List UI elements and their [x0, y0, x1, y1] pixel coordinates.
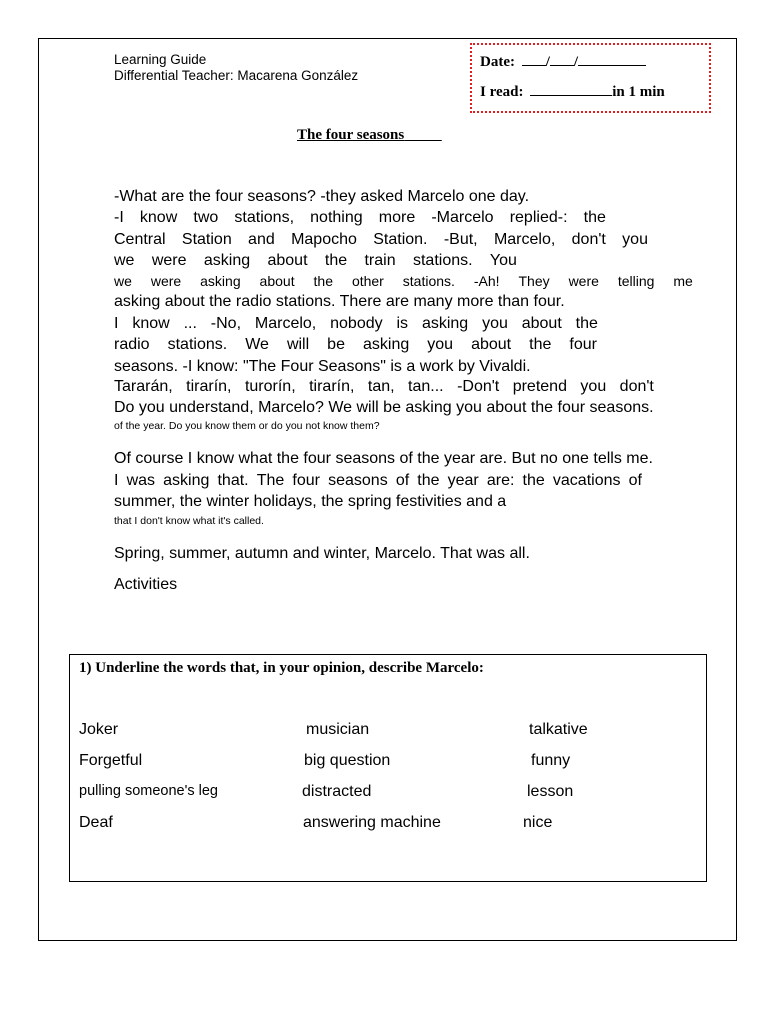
word-option[interactable]: nice [523, 814, 553, 831]
story-line: of the year. Do you know them or do you not know them? [114, 420, 380, 432]
word-option[interactable]: Forgetful [79, 752, 143, 769]
word-option[interactable]: big question [304, 752, 391, 769]
story-line: Do you understand, Marcelo? We will be asking you about the four seasons. [114, 399, 654, 416]
story-line: radio stations. We will be asking you about the four [114, 336, 597, 353]
read-suffix: in 1 min [612, 84, 665, 100]
date-day-blank[interactable] [522, 52, 546, 66]
teacher-label: Differential Teacher: Macarena González [114, 68, 359, 83]
story-line: I know ... -No, Marcelo, nobody is asking you about the [114, 315, 598, 332]
word-option[interactable]: musician [306, 721, 370, 738]
date-row [480, 52, 646, 71]
story-line: we were asking about the other stations. -Ah! They were telling me [114, 273, 693, 289]
story-line: Spring, summer, autumn and winter, Marcelo. That was all. [114, 545, 530, 562]
story-line: -What are the four seasons? -they asked Marcelo one day. [114, 188, 530, 205]
word-option[interactable]: talkative [529, 721, 588, 738]
story-line: Of course I know what the four seasons of the year are. But no one tells me. [114, 450, 653, 467]
activity-question: 1) Underline the words that, in your opinion, describe Marcelo: [79, 660, 484, 676]
date-label: Date: [480, 54, 515, 70]
date-year-blank[interactable] [578, 52, 646, 66]
date-month-blank[interactable] [550, 52, 574, 66]
page-title: The four seasons [297, 127, 405, 143]
word-option[interactable]: pulling someone's leg [79, 783, 218, 799]
story-line: Central Station and Mapocho Station. -But, Marcelo, don't you [114, 231, 648, 248]
word-option[interactable]: funny [531, 752, 571, 769]
read-row [480, 82, 665, 101]
word-option[interactable]: Deaf [79, 814, 113, 831]
read-label: I read: [480, 84, 524, 100]
story-line: I was asking that. The four seasons of the year are: the vacations of [114, 472, 642, 489]
guide-label: Learning Guide [114, 52, 207, 67]
date-box [470, 43, 711, 113]
story-line: asking about the radio stations. There are many more than four. [114, 293, 565, 310]
story-line: that I don't know what it's called. [114, 515, 264, 527]
date-separator: / [545, 54, 550, 70]
story-line: we were asking about the train stations. You [114, 252, 517, 269]
word-option[interactable]: answering machine [303, 814, 441, 831]
story-line: seasons. -I know: "The Four Seasons" is a work by Vivaldi. [114, 358, 531, 375]
story-line: summer, the winter holidays, the spring festivities and a [114, 493, 507, 510]
story-line: -I know two stations, nothing more -Marcelo replied-: the [114, 209, 606, 226]
activities-heading: Activities [114, 576, 178, 593]
date-separator: / [573, 54, 579, 70]
read-count-blank[interactable] [530, 82, 612, 96]
word-option[interactable]: distracted [302, 783, 372, 800]
header-info [114, 52, 358, 84]
word-option[interactable]: Joker [79, 721, 119, 738]
word-option[interactable]: lesson [527, 783, 574, 800]
story-line: Tararán, tirarín, turorín, tirarín, tan, tan... -Don't pretend you don't [114, 378, 654, 395]
